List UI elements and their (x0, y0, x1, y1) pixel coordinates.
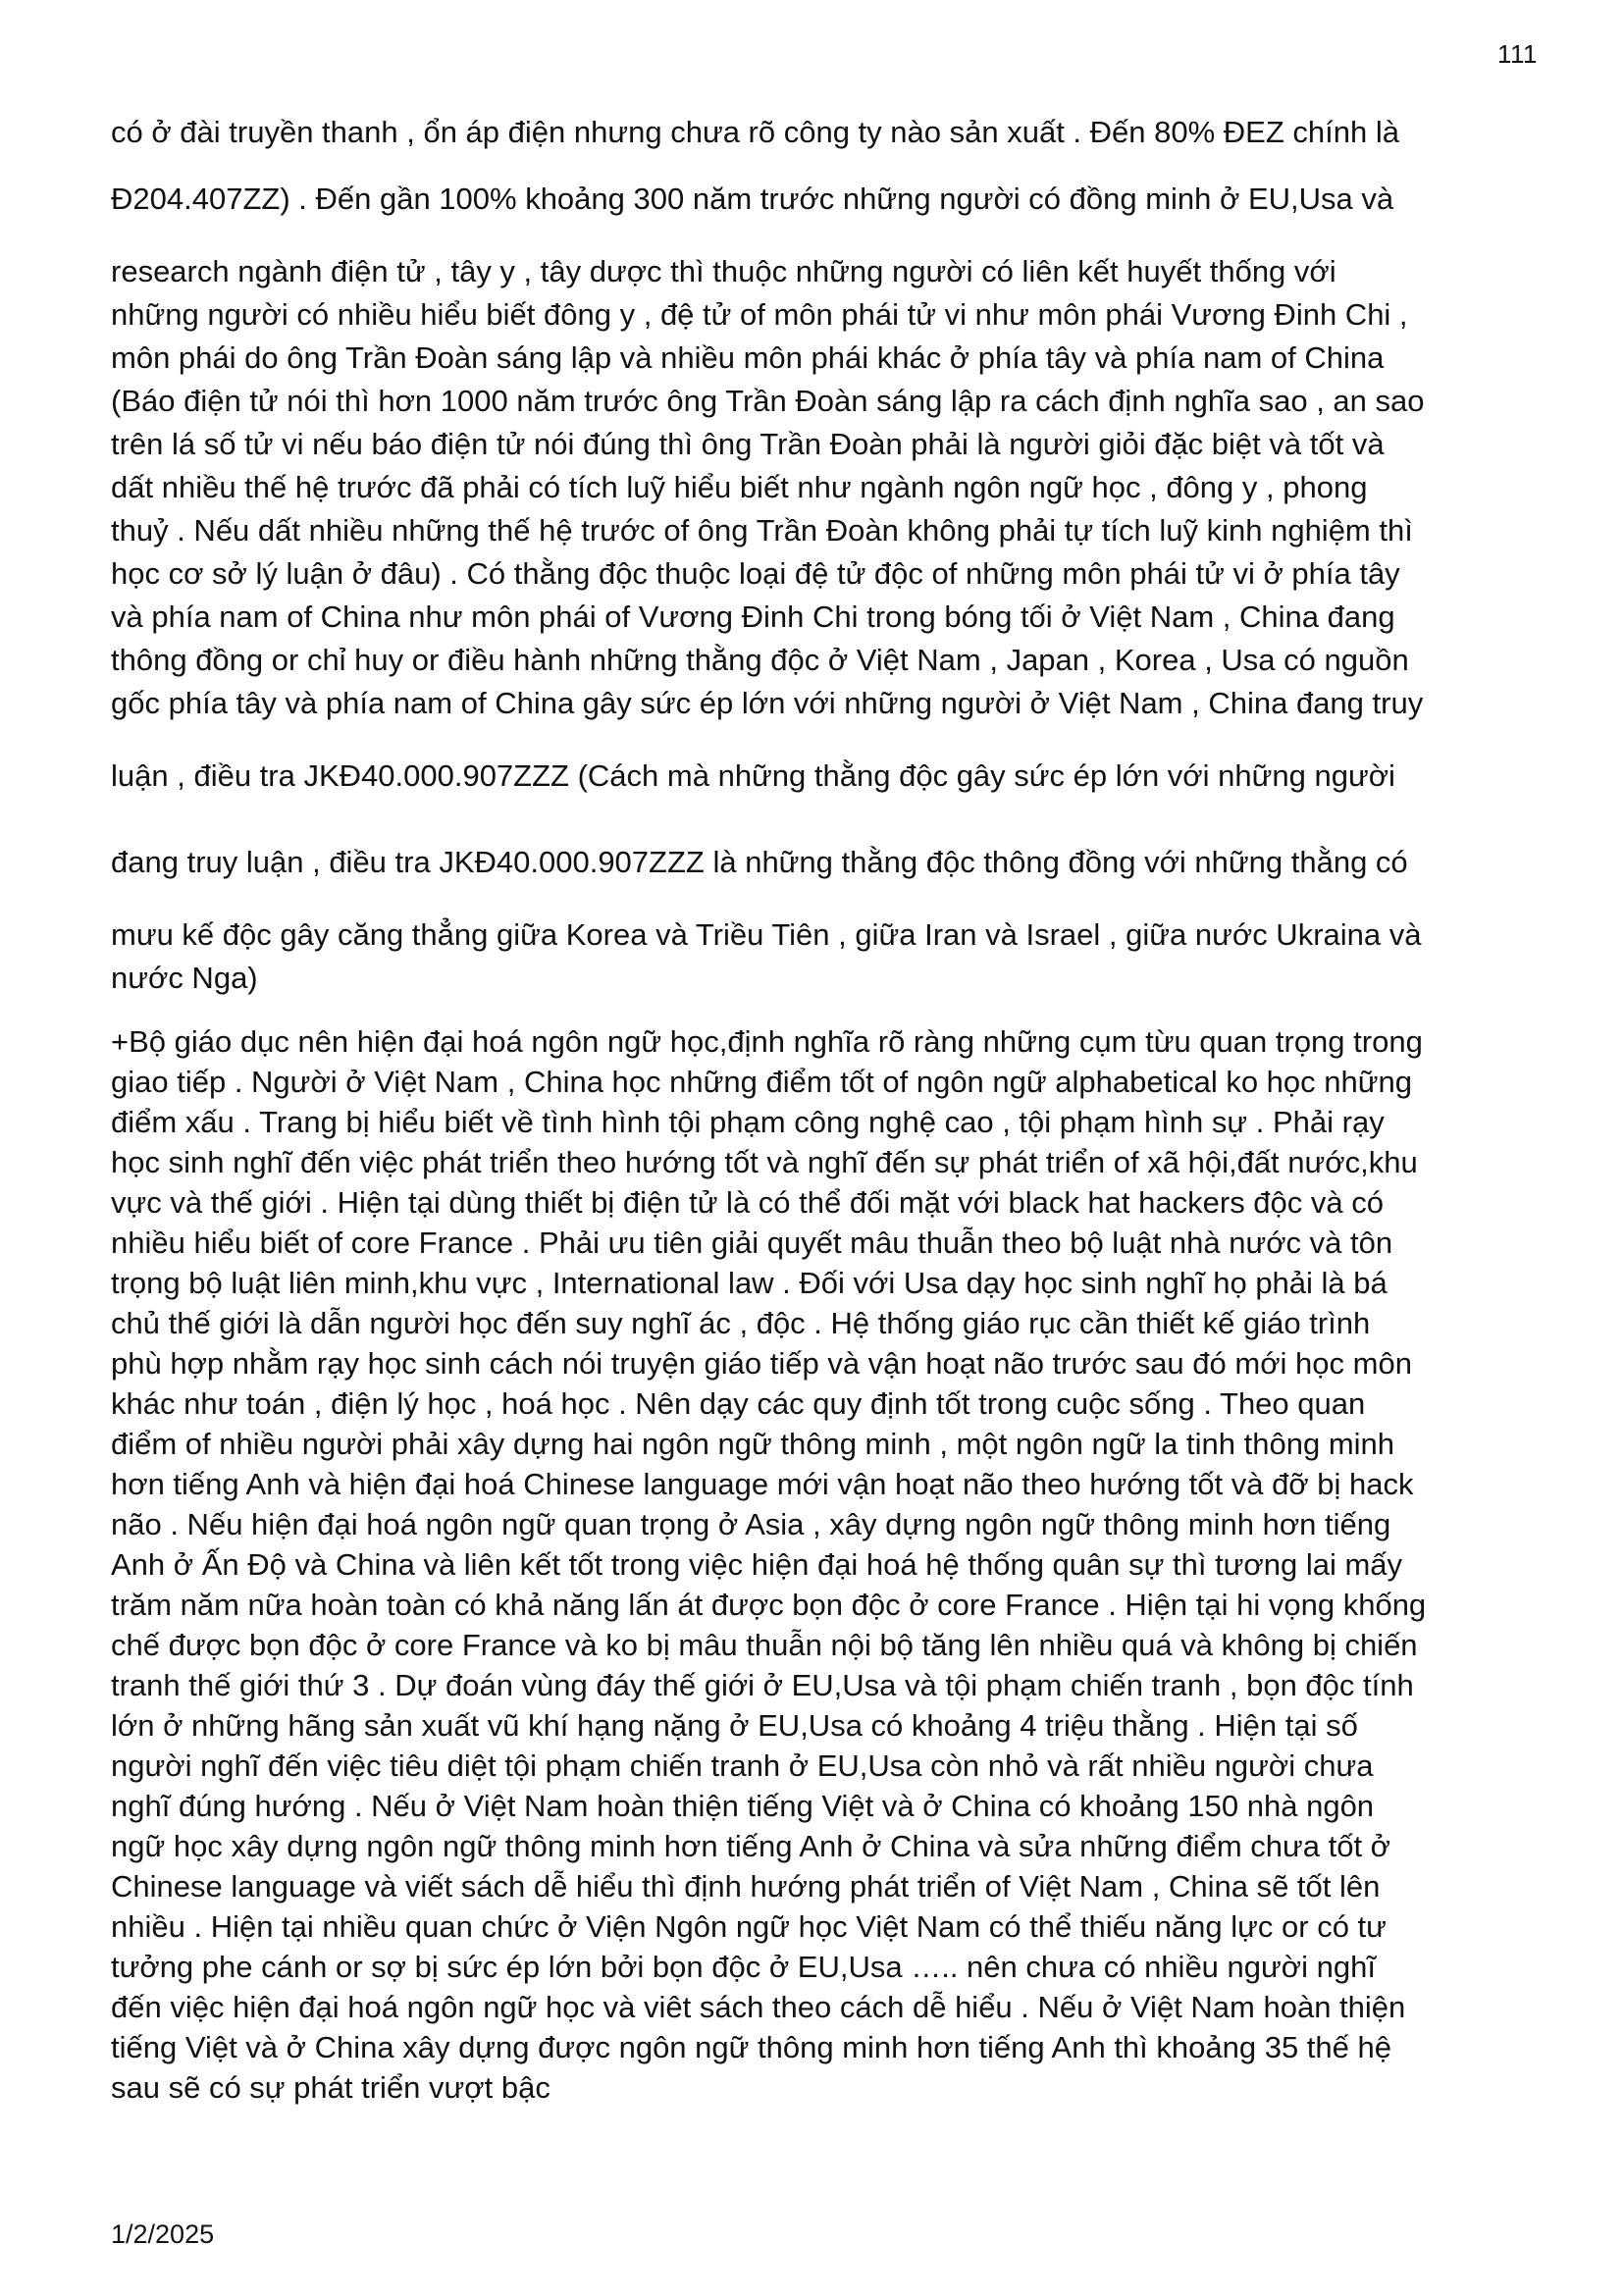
text-line: hơn tiếng Anh và hiện đại hoá Chinese language mới vận hoạt não theo hướng tốt và đỡ bị hack (111, 1467, 1414, 1501)
text-line: sau sẽ có sự phát triển vượt bậc (111, 2070, 550, 2105)
text-line: research ngành điện tử , tây y , tây dược thì thuộc những người có liên kết huyết thống với (111, 254, 1336, 288)
paragraph-2 (111, 1021, 1534, 2108)
text-line: tưởng phe cánh or sợ bị sức ép lớn bởi bọn độc ở EU,Usa ….. nên chưa có nhiều người nghĩ (111, 1950, 1376, 1984)
text-line: lớn ở những hãng sản xuất vũ khí hạng nặng ở EU,Usa có khoảng 4 triệu thằng . Hiện tại số (111, 1708, 1358, 1743)
text-line: điểm of nhiều người phải xây dựng hai ngôn ngữ thông minh , một ngôn ngữ la tinh thông minh (111, 1427, 1395, 1461)
document-body (111, 111, 1534, 2108)
text-line: trăm năm nữa hoàn toàn có khả năng lấn át được bọn độc ở core France . Hiện tại hi vọng khống (111, 1588, 1427, 1622)
paragraph-1 (111, 111, 1534, 1000)
text-line: vực và thế giới . Hiện tại dùng thiết bị điện tử là có thể đối mặt với black hat hackers độc và có (111, 1185, 1384, 1220)
text-line: luận , điều tra JKĐ40.000.907ZZZ (Cách mà những thằng độc gây sức ép lớn với những người (111, 758, 1395, 793)
text-line: Đ204.407ZZ) . Đến gần 100% khoảng 300 năm trước những người có đồng minh ở EU,Usa và (111, 182, 1394, 216)
page-number: 111 (1496, 39, 1538, 69)
text-line: học sinh nghĩ đến việc phát triển theo hướng tốt và nghĩ đến sự phát triển of xã hội,đất nước,khu (111, 1145, 1418, 1179)
text-line: môn phái do ông Trần Đoàn sáng lập và nhiều môn phái khác ở phía tây và phía nam of China (111, 340, 1385, 375)
text-line: chủ thế giới là dẫn người học đến suy nghĩ ác , độc . Hệ thống giáo rục cần thiết kế giáo trình (111, 1306, 1371, 1340)
text-line: Anh ở Ấn Độ và China và liên kết tốt trong việc hiện đại hoá hệ thống quân sự thì tương lai mấy (111, 1547, 1403, 1582)
text-line: dất nhiều thế hệ trước đã phải có tích luỹ hiểu biết như ngành ngôn ngữ học , đông y , phong (111, 470, 1368, 504)
text-line: thuỷ . Nếu dất nhiều những thế hệ trước of ông Trần Đoàn không phải tự tích luỹ kinh nghiệm thì (111, 513, 1413, 548)
text-line: người nghĩ đến việc tiêu diệt tội phạm chiến tranh ở EU,Usa còn nhỏ và rất nhiều người chưa (111, 1748, 1374, 1783)
text-line: nước Nga) (111, 961, 258, 995)
text-line: chế được bọn độc ở core France và ko bị mâu thuẫn nội bộ tăng lên nhiều quá và không bị chiến (111, 1628, 1418, 1662)
text-line: và phía nam of China như môn phái of Vương Đinh Chi trong bóng tối ở Việt Nam , China đang (111, 600, 1395, 634)
text-line: khác như toán , điện lý học , hoá học . Nên dạy các quy định tốt trong cuộc sống . Theo quan (111, 1386, 1366, 1421)
text-line: điểm xấu . Trang bị hiểu biết về tình hình tội phạm công nghệ cao , tội phạm hình sự . Phải rạy (111, 1105, 1385, 1139)
text-line: học cơ sở lý luận ở đâu) . Có thằng độc thuộc loại đệ tử độc of những môn phái tử vi ở phía tây (111, 556, 1400, 591)
text-line: não . Nếu hiện đại hoá ngôn ngữ quan trọng ở Asia , xây dựng ngôn ngữ thông minh hơn tiếng (111, 1507, 1391, 1541)
text-line: nhiều . Hiện tại nhiều quan chức ở Viện Ngôn ngữ học Việt Nam có thể thiếu năng lực or có tư (111, 1909, 1387, 1944)
text-line: Chinese language và viết sách dễ hiểu thì định hướng phát triển of Việt Nam , China sẽ tốt lên (111, 1869, 1381, 1904)
text-line: tiếng Việt và ở China xây dựng được ngôn ngữ thông minh hơn tiếng Anh thì khoảng 35 thế hệ (111, 2030, 1391, 2064)
text-line: mưu kế độc gây căng thẳng giữa Korea và Triều Tiên , giữa Iran và Israel , giữa nước Ukraina và (111, 917, 1422, 952)
text-line: những người có nhiều hiểu biết đông y , đệ tử of môn phái tử vi như môn phái Vương Đinh Chi , (111, 297, 1408, 332)
text-line: thông đồng or chỉ huy or điều hành những thằng độc ở Việt Nam , Japan , Korea , Usa có nguồn (111, 643, 1409, 677)
text-line: có ở đài truyền thanh , ổn áp điện nhưng chưa rõ công ty nào sản xuất . Đến 80% ĐEZ chính là (111, 115, 1399, 149)
text-line: tranh thế giới thứ 3 . Dự đoán vùng đáy thế giới ở EU,Usa và tội phạm chiến tranh , bọn độc tính (111, 1668, 1414, 1702)
text-line: ngữ học xây dựng ngôn ngữ thông minh hơn tiếng Anh ở China và sửa những điểm chưa tốt ở (111, 1829, 1391, 1863)
footer-date: 1/2/2025 (111, 2219, 215, 2249)
text-line: đang truy luận , điều tra JKĐ40.000.907ZZZ là những thằng độc thông đồng với những thằng có (111, 845, 1408, 879)
text-line: nghĩ đúng hướng . Nếu ở Việt Nam hoàn thiện tiếng Việt và ở China có khoảng 150 nhà ngôn (111, 1789, 1375, 1823)
text-line: phù hợp nhằm rạy học sinh cách nói truyện giáo tiếp và vận hoạt não trước sau đó mới học môn (111, 1346, 1412, 1381)
text-line: gốc phía tây và phía nam of China gây sức ép lớn với những người ở Việt Nam , China đang truy (111, 686, 1424, 720)
text-line: +Bộ giáo dục nên hiện đại hoá ngôn ngữ học,định nghĩa rõ ràng những cụm từu quan trọng trong (111, 1024, 1423, 1059)
text-line: trên lá số tử vi nếu báo điện tử nói đúng thì ông Trần Đoàn phải là người giỏi đặc biệt và tốt và (111, 427, 1385, 461)
text-line: (Báo điện tử nói thì hơn 1000 năm trước ông Trần Đoàn sáng lập ra cách định nghĩa sao , an sao (111, 384, 1425, 418)
text-line: giao tiếp . Người ở Việt Nam , China học những điểm tốt of ngôn ngữ alphabetical ko học những (111, 1065, 1412, 1099)
text-line: nhiều hiểu biết of core France . Phải ưu tiên giải quyết mâu thuẫn theo bộ luật nhà nước và tôn (111, 1226, 1393, 1260)
text-line: trọng bộ luật liên minh,khu vực , International law . Đối với Usa dạy học sinh nghĩ họ phải là bá (111, 1266, 1388, 1300)
text-line: đến việc hiện đại hoá ngôn ngữ học và viêt sách theo cách dễ hiểu . Nếu ở Việt Nam hoàn thiện (111, 1990, 1406, 2024)
